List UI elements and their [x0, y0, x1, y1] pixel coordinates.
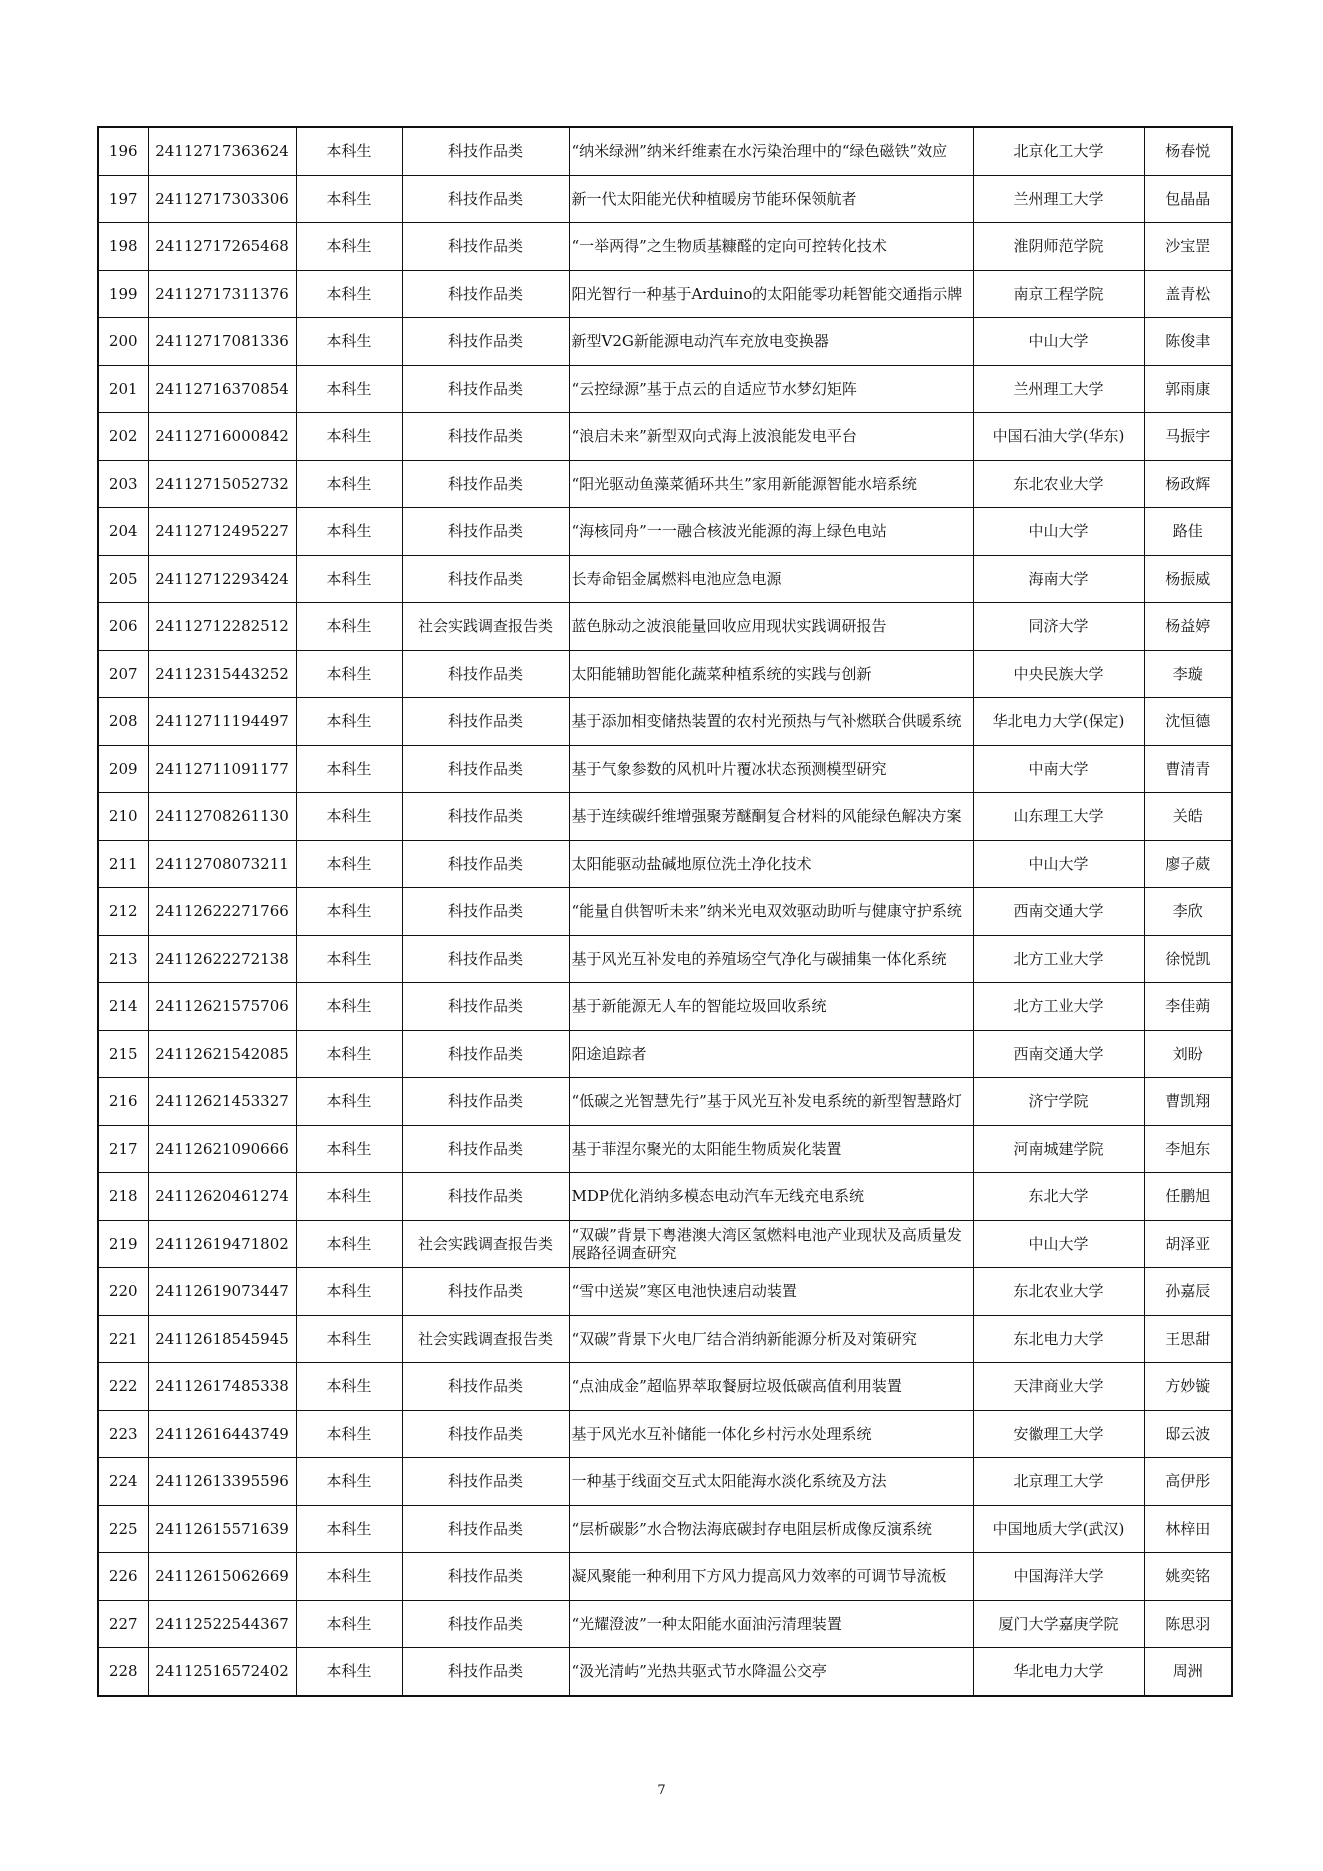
cell-code: 24112619471802	[148, 1220, 296, 1268]
cell-title: 基于新能源无人车的智能垃圾回收系统	[569, 983, 973, 1031]
cell-code: 24112622272138	[148, 935, 296, 983]
cell-title: 阳光智行一种基于Arduino的太阳能零功耗智能交通指示牌	[569, 270, 973, 318]
cell-number: 226	[98, 1553, 148, 1601]
table-row	[98, 413, 1232, 461]
cell-title: 太阳能辅助智能化蔬菜种植系统的实践与创新	[569, 650, 973, 698]
table-row	[98, 793, 1232, 841]
cell-school: 海南大学	[973, 555, 1144, 603]
cell-code: 24112617485338	[148, 1363, 296, 1411]
cell-level: 本科生	[296, 650, 402, 698]
cell-number: 198	[98, 223, 148, 271]
cell-title: “雪中送炭”寒区电池快速启动装置	[569, 1268, 973, 1316]
cell-number: 204	[98, 508, 148, 556]
table-row	[98, 1078, 1232, 1126]
cell-level: 本科生	[296, 318, 402, 366]
cell-name: 关皓	[1144, 793, 1232, 841]
cell-name: 杨振威	[1144, 555, 1232, 603]
cell-category: 科技作品类	[402, 935, 569, 983]
cell-category: 科技作品类	[402, 1648, 569, 1696]
cell-school: 北方工业大学	[973, 983, 1144, 1031]
cell-code: 24112708073211	[148, 840, 296, 888]
cell-title: “汲光清屿”光热共驱式节水降温公交亭	[569, 1648, 973, 1696]
cell-code: 24112712293424	[148, 555, 296, 603]
cell-number: 207	[98, 650, 148, 698]
table-row	[98, 1173, 1232, 1221]
cell-code: 24112613395596	[148, 1458, 296, 1506]
cell-school: 兰州理工大学	[973, 175, 1144, 223]
cell-title: MDP优化消纳多模态电动汽车无线充电系统	[569, 1173, 973, 1221]
cell-title: 太阳能驱动盐碱地原位洗土净化技术	[569, 840, 973, 888]
cell-title: “阳光驱动鱼藻菜循环共生”家用新能源智能水培系统	[569, 460, 973, 508]
table-row	[98, 840, 1232, 888]
cell-school: 中南大学	[973, 745, 1144, 793]
cell-category: 科技作品类	[402, 175, 569, 223]
cell-number: 221	[98, 1315, 148, 1363]
cell-school: 东北农业大学	[973, 460, 1144, 508]
table-row	[98, 1315, 1232, 1363]
cell-number: 211	[98, 840, 148, 888]
cell-level: 本科生	[296, 555, 402, 603]
cell-school: 华北电力大学(保定)	[973, 698, 1144, 746]
cell-school: 西南交通大学	[973, 888, 1144, 936]
cell-school: 中国海洋大学	[973, 1553, 1144, 1601]
table-row	[98, 223, 1232, 271]
cell-title: 长寿命铝金属燃料电池应急电源	[569, 555, 973, 603]
table-row	[98, 983, 1232, 1031]
cell-code: 24112621453327	[148, 1078, 296, 1126]
cell-school: 厦门大学嘉庚学院	[973, 1600, 1144, 1648]
cell-code: 24112712282512	[148, 603, 296, 651]
cell-category: 科技作品类	[402, 270, 569, 318]
cell-title: “浪启未来”新型双向式海上波浪能发电平台	[569, 413, 973, 461]
cell-level: 本科生	[296, 1030, 402, 1078]
table-row	[98, 1600, 1232, 1648]
page-number: 7	[657, 1783, 666, 1798]
cell-level: 本科生	[296, 1078, 402, 1126]
cell-number: 222	[98, 1363, 148, 1411]
cell-title: “云控绿源”基于点云的自适应节水梦幻矩阵	[569, 365, 973, 413]
cell-name: 孙嘉辰	[1144, 1268, 1232, 1316]
table-row	[98, 175, 1232, 223]
table-row	[98, 1505, 1232, 1553]
cell-category: 科技作品类	[402, 1268, 569, 1316]
cell-title: 阳途追踪者	[569, 1030, 973, 1078]
cell-level: 本科生	[296, 745, 402, 793]
cell-category: 科技作品类	[402, 1600, 569, 1648]
cell-code: 24112522544367	[148, 1600, 296, 1648]
cell-title: “能量自供智听未来”纳米光电双效驱动助听与健康守护系统	[569, 888, 973, 936]
table-row	[98, 1553, 1232, 1601]
cell-level: 本科生	[296, 127, 402, 175]
cell-school: 中国石油大学(华东)	[973, 413, 1144, 461]
cell-school: 兰州理工大学	[973, 365, 1144, 413]
cell-number: 210	[98, 793, 148, 841]
cell-title: “纳米绿洲”纳米纤维素在水污染治理中的“绿色磁铁”效应	[569, 127, 973, 175]
cell-number: 203	[98, 460, 148, 508]
cell-school: 天津商业大学	[973, 1363, 1144, 1411]
cell-level: 本科生	[296, 270, 402, 318]
cell-level: 本科生	[296, 1553, 402, 1601]
cell-category: 科技作品类	[402, 365, 569, 413]
cell-name: 徐悦凯	[1144, 935, 1232, 983]
cell-code: 24112716370854	[148, 365, 296, 413]
cell-name: 胡泽亚	[1144, 1220, 1232, 1268]
cell-category: 科技作品类	[402, 650, 569, 698]
cell-category: 科技作品类	[402, 1078, 569, 1126]
cell-name: 李旭东	[1144, 1125, 1232, 1173]
cell-school: 山东理工大学	[973, 793, 1144, 841]
cell-number: 224	[98, 1458, 148, 1506]
cell-number: 213	[98, 935, 148, 983]
table-row	[98, 1410, 1232, 1458]
cell-name: 曹凯翔	[1144, 1078, 1232, 1126]
cell-number: 205	[98, 555, 148, 603]
entries-table	[97, 126, 1233, 1697]
cell-name: 廖子葳	[1144, 840, 1232, 888]
cell-title: 基于菲涅尔聚光的太阳能生物质炭化装置	[569, 1125, 973, 1173]
cell-number: 214	[98, 983, 148, 1031]
cell-level: 本科生	[296, 1505, 402, 1553]
cell-school: 中山大学	[973, 840, 1144, 888]
cell-title: 基于连续碳纤维增强聚芳醚酮复合材料的风能绿色解决方案	[569, 793, 973, 841]
table-row	[98, 1458, 1232, 1506]
table-row	[98, 1220, 1232, 1268]
cell-number: 199	[98, 270, 148, 318]
cell-name: 沙宝罡	[1144, 223, 1232, 271]
cell-code: 24112717081336	[148, 318, 296, 366]
cell-category: 科技作品类	[402, 983, 569, 1031]
cell-number: 219	[98, 1220, 148, 1268]
cell-school: 中山大学	[973, 1220, 1144, 1268]
table-row	[98, 603, 1232, 651]
cell-category: 科技作品类	[402, 1410, 569, 1458]
cell-school: 西南交通大学	[973, 1030, 1144, 1078]
cell-code: 24112619073447	[148, 1268, 296, 1316]
cell-title: 基于添加相变储热装置的农村光预热与气补燃联合供暖系统	[569, 698, 973, 746]
cell-code: 24112618545945	[148, 1315, 296, 1363]
cell-code: 24112711091177	[148, 745, 296, 793]
cell-category: 科技作品类	[402, 413, 569, 461]
cell-level: 本科生	[296, 1458, 402, 1506]
cell-number: 209	[98, 745, 148, 793]
table-row	[98, 1030, 1232, 1078]
cell-level: 本科生	[296, 983, 402, 1031]
cell-code: 24112621090666	[148, 1125, 296, 1173]
table-row	[98, 650, 1232, 698]
cell-name: 李璇	[1144, 650, 1232, 698]
cell-number: 197	[98, 175, 148, 223]
cell-number: 208	[98, 698, 148, 746]
cell-category: 科技作品类	[402, 745, 569, 793]
cell-name: 包晶晶	[1144, 175, 1232, 223]
cell-name: 姚奕铭	[1144, 1553, 1232, 1601]
cell-number: 196	[98, 127, 148, 175]
cell-name: 杨政辉	[1144, 460, 1232, 508]
cell-level: 本科生	[296, 793, 402, 841]
cell-title: “点油成金”超临界萃取餐厨垃圾低碳高值利用装置	[569, 1363, 973, 1411]
table-row	[98, 365, 1232, 413]
cell-level: 本科生	[296, 460, 402, 508]
cell-number: 223	[98, 1410, 148, 1458]
cell-number: 216	[98, 1078, 148, 1126]
cell-name: 路佳	[1144, 508, 1232, 556]
cell-category: 科技作品类	[402, 223, 569, 271]
cell-category: 科技作品类	[402, 1458, 569, 1506]
cell-level: 本科生	[296, 413, 402, 461]
cell-code: 24112620461274	[148, 1173, 296, 1221]
table-row	[98, 935, 1232, 983]
cell-category: 科技作品类	[402, 1363, 569, 1411]
cell-name: 曹清青	[1144, 745, 1232, 793]
cell-name: 李欣	[1144, 888, 1232, 936]
table-row	[98, 1268, 1232, 1316]
cell-category: 科技作品类	[402, 318, 569, 366]
cell-name: 周洲	[1144, 1648, 1232, 1696]
cell-level: 本科生	[296, 1173, 402, 1221]
cell-school: 北京理工大学	[973, 1458, 1144, 1506]
cell-level: 本科生	[296, 1363, 402, 1411]
cell-level: 本科生	[296, 175, 402, 223]
cell-code: 24112712495227	[148, 508, 296, 556]
cell-title: “海核同舟”一一融合核波光能源的海上绿色电站	[569, 508, 973, 556]
cell-category: 科技作品类	[402, 1505, 569, 1553]
cell-name: 高伊彤	[1144, 1458, 1232, 1506]
cell-category: 科技作品类	[402, 555, 569, 603]
cell-title: 新型V2G新能源电动汽车充放电变换器	[569, 318, 973, 366]
cell-name: 李佳蒴	[1144, 983, 1232, 1031]
cell-name: 任鹏旭	[1144, 1173, 1232, 1221]
cell-number: 227	[98, 1600, 148, 1648]
table-row	[98, 555, 1232, 603]
cell-school: 华北电力大学	[973, 1648, 1144, 1696]
cell-code: 24112516572402	[148, 1648, 296, 1696]
cell-category: 科技作品类	[402, 698, 569, 746]
cell-code: 24112711194497	[148, 698, 296, 746]
cell-category: 科技作品类	[402, 508, 569, 556]
table-row	[98, 127, 1232, 175]
cell-number: 202	[98, 413, 148, 461]
cell-category: 科技作品类	[402, 888, 569, 936]
cell-title: 新一代太阳能光伏种植暖房节能环保领航者	[569, 175, 973, 223]
cell-category: 科技作品类	[402, 1553, 569, 1601]
cell-title: 基于风光互补发电的养殖场空气净化与碳捕集一体化系统	[569, 935, 973, 983]
cell-name: 马振宇	[1144, 413, 1232, 461]
cell-number: 217	[98, 1125, 148, 1173]
cell-category: 社会实践调查报告类	[402, 603, 569, 651]
cell-number: 200	[98, 318, 148, 366]
table-row	[98, 1363, 1232, 1411]
cell-code: 24112615062669	[148, 1553, 296, 1601]
cell-title: “一举两得”之生物质基糠醛的定向可控转化技术	[569, 223, 973, 271]
cell-name: 郭雨康	[1144, 365, 1232, 413]
cell-category: 社会实践调查报告类	[402, 1220, 569, 1268]
cell-school: 中山大学	[973, 508, 1144, 556]
cell-level: 本科生	[296, 1315, 402, 1363]
cell-category: 科技作品类	[402, 1125, 569, 1173]
cell-level: 本科生	[296, 698, 402, 746]
cell-category: 科技作品类	[402, 460, 569, 508]
cell-title: 一种基于线面交互式太阳能海水淡化系统及方法	[569, 1458, 973, 1506]
table-row	[98, 318, 1232, 366]
cell-title: 蓝色脉动之波浪能量回收应用现状实践调研报告	[569, 603, 973, 651]
cell-title: “光耀澄波”一种太阳能水面油污清理装置	[569, 1600, 973, 1648]
cell-school: 同济大学	[973, 603, 1144, 651]
cell-number: 225	[98, 1505, 148, 1553]
cell-school: 东北大学	[973, 1173, 1144, 1221]
cell-title: “双碳”背景下火电厂结合消纳新能源分析及对策研究	[569, 1315, 973, 1363]
cell-level: 本科生	[296, 1410, 402, 1458]
cell-level: 本科生	[296, 1600, 402, 1648]
cell-school: 济宁学院	[973, 1078, 1144, 1126]
cell-level: 本科生	[296, 840, 402, 888]
cell-number: 212	[98, 888, 148, 936]
cell-code: 24112615571639	[148, 1505, 296, 1553]
cell-number: 220	[98, 1268, 148, 1316]
cell-number: 228	[98, 1648, 148, 1696]
table-row	[98, 1125, 1232, 1173]
cell-name: 王思甜	[1144, 1315, 1232, 1363]
cell-number: 206	[98, 603, 148, 651]
cell-title: “层析碳影”水合物法海底碳封存电阻层析成像反演系统	[569, 1505, 973, 1553]
table-row	[98, 460, 1232, 508]
cell-category: 社会实践调查报告类	[402, 1315, 569, 1363]
cell-code: 24112717311376	[148, 270, 296, 318]
cell-code: 24112621575706	[148, 983, 296, 1031]
cell-level: 本科生	[296, 603, 402, 651]
cell-school: 中国地质大学(武汉)	[973, 1505, 1144, 1553]
table-row	[98, 745, 1232, 793]
cell-code: 24112717303306	[148, 175, 296, 223]
cell-title: “双碳”背景下粤港澳大湾区氢燃料电池产业现状及高质量发展路径调查研究	[569, 1220, 973, 1268]
cell-school: 东北电力大学	[973, 1315, 1144, 1363]
cell-code: 24112315443252	[148, 650, 296, 698]
cell-school: 中山大学	[973, 318, 1144, 366]
cell-code: 24112716000842	[148, 413, 296, 461]
cell-school: 北方工业大学	[973, 935, 1144, 983]
cell-level: 本科生	[296, 1648, 402, 1696]
cell-school: 中央民族大学	[973, 650, 1144, 698]
cell-code: 24112717363624	[148, 127, 296, 175]
cell-school: 安徽理工大学	[973, 1410, 1144, 1458]
table-row	[98, 270, 1232, 318]
cell-name: 杨春悦	[1144, 127, 1232, 175]
cell-level: 本科生	[296, 1268, 402, 1316]
cell-code: 24112717265468	[148, 223, 296, 271]
cell-title: 凝风聚能一种利用下方风力提高风力效率的可调节导流板	[569, 1553, 973, 1601]
cell-level: 本科生	[296, 1220, 402, 1268]
table-row	[98, 1648, 1232, 1696]
cell-category: 科技作品类	[402, 1030, 569, 1078]
cell-name: 林梓田	[1144, 1505, 1232, 1553]
cell-name: 方妙镟	[1144, 1363, 1232, 1411]
cell-school: 南京工程学院	[973, 270, 1144, 318]
cell-category: 科技作品类	[402, 840, 569, 888]
cell-level: 本科生	[296, 935, 402, 983]
cell-title: “低碳之光智慧先行”基于风光互补发电系统的新型智慧路灯	[569, 1078, 973, 1126]
cell-level: 本科生	[296, 888, 402, 936]
cell-title: 基于风光水互补储能一体化乡村污水处理系统	[569, 1410, 973, 1458]
cell-category: 科技作品类	[402, 1173, 569, 1221]
cell-name: 沈恒德	[1144, 698, 1232, 746]
cell-number: 201	[98, 365, 148, 413]
cell-category: 科技作品类	[402, 127, 569, 175]
cell-code: 24112616443749	[148, 1410, 296, 1458]
table-row	[98, 888, 1232, 936]
cell-level: 本科生	[296, 223, 402, 271]
cell-school: 河南城建学院	[973, 1125, 1144, 1173]
table-row	[98, 508, 1232, 556]
cell-level: 本科生	[296, 365, 402, 413]
cell-school: 东北农业大学	[973, 1268, 1144, 1316]
cell-school: 淮阴师范学院	[973, 223, 1144, 271]
cell-code: 24112708261130	[148, 793, 296, 841]
cell-number: 215	[98, 1030, 148, 1078]
cell-code: 24112715052732	[148, 460, 296, 508]
cell-code: 24112621542085	[148, 1030, 296, 1078]
cell-title: 基于气象参数的风机叶片覆冰状态预测模型研究	[569, 745, 973, 793]
cell-school: 北京化工大学	[973, 127, 1144, 175]
cell-name: 邸云波	[1144, 1410, 1232, 1458]
cell-name: 刘盼	[1144, 1030, 1232, 1078]
cell-name: 陈思羽	[1144, 1600, 1232, 1648]
cell-level: 本科生	[296, 508, 402, 556]
cell-number: 218	[98, 1173, 148, 1221]
table-body	[98, 127, 1232, 1696]
cell-code: 24112622271766	[148, 888, 296, 936]
cell-name: 杨益婷	[1144, 603, 1232, 651]
cell-name: 盖青松	[1144, 270, 1232, 318]
cell-name: 陈俊聿	[1144, 318, 1232, 366]
table-row	[98, 698, 1232, 746]
cell-category: 科技作品类	[402, 793, 569, 841]
cell-level: 本科生	[296, 1125, 402, 1173]
